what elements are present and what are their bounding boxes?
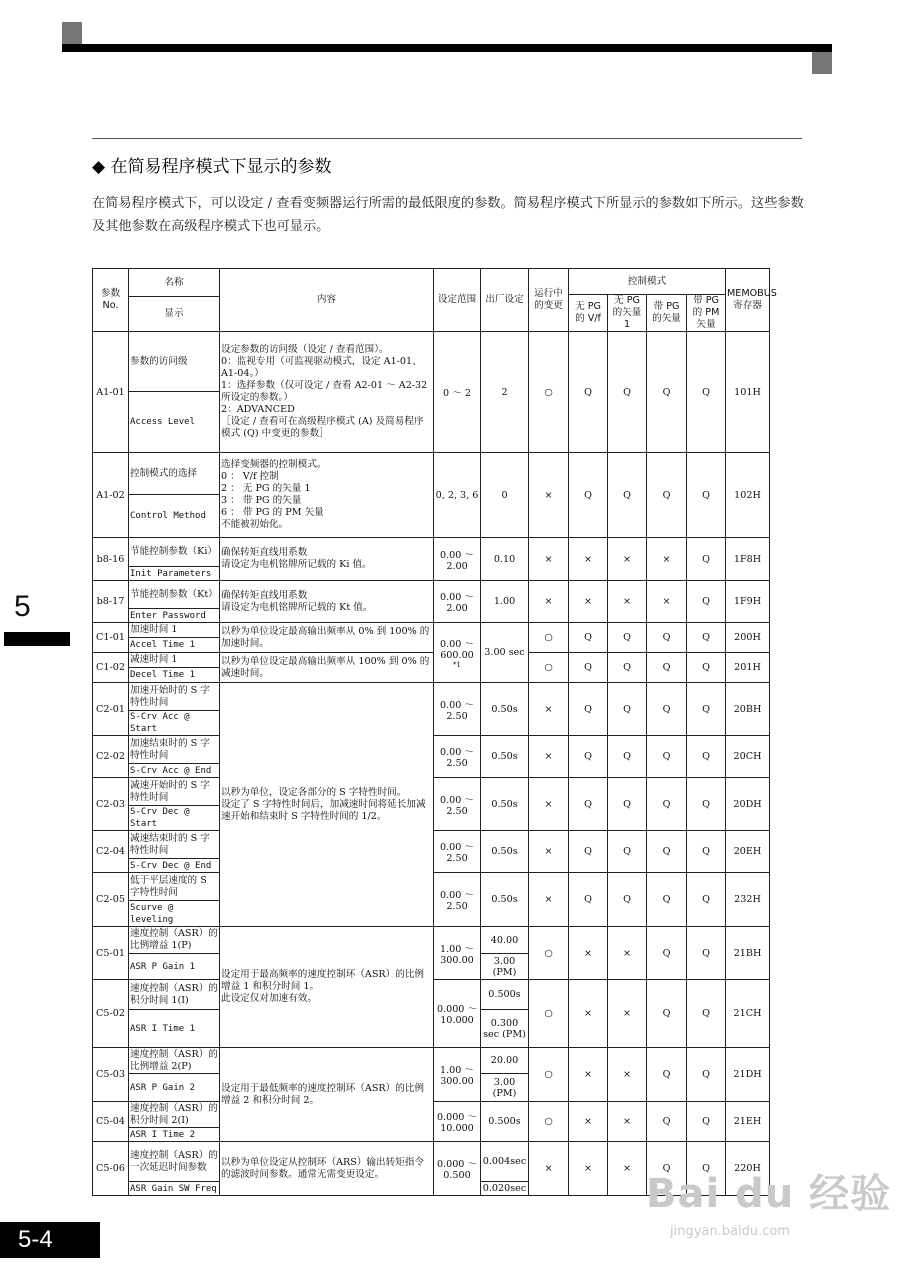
row-c502-factory-b: 0.300 sec (PM) — [481, 1010, 529, 1048]
header-square-right — [812, 52, 832, 74]
header-bar — [62, 44, 832, 52]
row-c504-display: ASR I Time 2 — [129, 1128, 220, 1142]
row-c202-range: 0.00 ～ 2.50 — [434, 736, 481, 778]
row-c205-factory: 0.50s — [481, 873, 529, 927]
row-a101-display: Access Level — [129, 392, 220, 453]
row-c1-range-note: *1 — [453, 661, 461, 669]
row-c201-register: 20BH — [726, 683, 770, 736]
row-a101-mode-pm-vector: Q — [687, 332, 726, 453]
chapter-number: 5 — [14, 590, 31, 623]
row-c205-no: C2-05 — [93, 873, 129, 927]
row-c102-mode-vector1: Q — [608, 653, 647, 683]
row-b816-factory: 0.10 — [481, 538, 529, 581]
row-c501-mode-pg-vector: Q — [647, 927, 687, 980]
row-c204-name: 减速结束时的 S 字特性时间 — [129, 831, 220, 859]
row-c502-factory-a: 0.500s — [481, 980, 529, 1010]
row-c204-mode-vf: Q — [569, 831, 608, 873]
row-c204-mode-pm-vector: Q — [687, 831, 726, 873]
row-c202-register: 20CH — [726, 736, 770, 778]
row-c201-mode-pg-vector: Q — [647, 683, 687, 736]
row-a102-name: 控制模式的选择 — [129, 453, 220, 495]
row-a102-no: A1-02 — [93, 453, 129, 538]
row-c201-change: × — [529, 683, 569, 736]
row-a101-register: 101H — [726, 332, 770, 453]
row-c205-name: 低于平层速度的 S 字特性时间 — [129, 873, 220, 901]
row-c506-no: C5-06 — [93, 1142, 129, 1196]
row-c502-no: C5-02 — [93, 980, 129, 1048]
header-factory: 出厂设定 — [481, 269, 529, 332]
row-a102-mode-vector1: Q — [608, 453, 647, 538]
row-c502-mode-pm-vector: Q — [687, 980, 726, 1048]
row-c202-mode-pg-vector: Q — [647, 736, 687, 778]
row-a101-mode-vector1: Q — [608, 332, 647, 453]
row-c204-factory: 0.50s — [481, 831, 529, 873]
row-c504-mode-pg-vector: Q — [647, 1102, 687, 1142]
row-c101-mode-vector1: Q — [608, 623, 647, 653]
row-c203-factory: 0.50s — [481, 778, 529, 831]
row-c506-factory-a: 0.004sec — [481, 1142, 529, 1182]
row-b816-change: × — [529, 538, 569, 581]
header-content: 内容 — [220, 269, 434, 332]
row-c101-mode-vf: Q — [569, 623, 608, 653]
row-c503-mode-vector1: × — [608, 1048, 647, 1102]
row-c203-change: × — [529, 778, 569, 831]
row-c501-register: 21BH — [726, 927, 770, 980]
row-c503-register: 21DH — [726, 1048, 770, 1102]
parameter-table — [92, 268, 777, 1196]
row-a101-no: A1-01 — [93, 332, 129, 453]
row-c501-mode-vf: × — [569, 927, 608, 980]
row-c504-no: C5-04 — [93, 1102, 129, 1142]
row-c203-mode-vf: Q — [569, 778, 608, 831]
row-c504-register: 21EH — [726, 1102, 770, 1142]
row-c502-display: ASR I Time 1 — [129, 1010, 220, 1048]
row-c102-mode-pg-vector: Q — [647, 653, 687, 683]
row-c205-mode-pm-vector: Q — [687, 873, 726, 927]
row-c201-no: C2-01 — [93, 683, 129, 736]
row-c506-mode-vf: × — [569, 1142, 608, 1196]
row-c506-factory-b: 0.020sec — [481, 1182, 529, 1196]
row-c1-range-value: 0.00 ～ 600.00 — [439, 639, 474, 661]
row-c204-register: 20EH — [726, 831, 770, 873]
row-a102-register: 102H — [726, 453, 770, 538]
row-c506-name: 速度控制（ASR）的一次延迟时间参数 — [129, 1142, 220, 1182]
row-c503-change: ○ — [529, 1048, 569, 1102]
row-c503-factory-b: 3.00 (PM) — [481, 1074, 529, 1102]
row-c203-no: C2-03 — [93, 778, 129, 831]
row-c506-desc: 以秒为单位设定从控制环（ARS）输出转矩指令的滤波时间参数。通常无需变更设定。 — [220, 1142, 434, 1196]
row-a102-mode-pm-vector: Q — [687, 453, 726, 538]
row-c506-range: 0.000 ～ 0.500 — [434, 1142, 481, 1196]
row-c102-display: Decel Time 1 — [129, 668, 220, 683]
row-c204-change: × — [529, 831, 569, 873]
row-c205-mode-pg-vector: Q — [647, 873, 687, 927]
row-a102-change: × — [529, 453, 569, 538]
row-c506-register: 220H — [726, 1142, 770, 1196]
row-c201-mode-pm-vector: Q — [687, 683, 726, 736]
row-c204-mode-vector1: Q — [608, 831, 647, 873]
row-c506-change: × — [529, 1142, 569, 1196]
row-c101-register: 200H — [726, 623, 770, 653]
row-a101-range: 0 ～ 2 — [434, 332, 481, 453]
row-b816-mode-vector1: × — [608, 538, 647, 581]
row-c504-mode-vf: × — [569, 1102, 608, 1142]
intro-text: 在简易程序模式下，可以设定 / 查看变频器运行所需的最低限度的参数。简易程序模式下所显示的参数如下所示。这些参数及其他参数在高级程序模式下也可显示。 — [92, 196, 804, 234]
row-b817-change: × — [529, 581, 569, 623]
row-c506-mode-vector1: × — [608, 1142, 647, 1196]
row-c502-range: 0.000 ～ 10.000 — [434, 980, 481, 1048]
row-c202-no: C2-02 — [93, 736, 129, 778]
watermark-url: jingyan.baidu.com — [670, 1224, 790, 1239]
row-c203-name: 减速开始时的 S 字特性时间 — [129, 778, 220, 806]
row-c502-mode-vf: × — [569, 980, 608, 1048]
row-b816-mode-pg-vector: × — [647, 538, 687, 581]
row-c202-name: 加速结束时的 S 字特性时间 — [129, 736, 220, 764]
header-param-no: 参数 No. — [93, 269, 129, 332]
row-c501-mode-pm-vector: Q — [687, 927, 726, 980]
row-b817-desc: 确保转矩直线用系数 请设定为电机铭牌所记载的 Kt 值。 — [220, 581, 434, 623]
row-b817-mode-vector1: × — [608, 581, 647, 623]
row-c501-change: ○ — [529, 927, 569, 980]
row-c205-display: Scurve @ leveling — [129, 901, 220, 927]
row-b816-range: 0.00 ～ 2.00 — [434, 538, 481, 581]
row-c502-register: 21CH — [726, 980, 770, 1048]
row-c102-register: 201H — [726, 653, 770, 683]
row-c201-mode-vector1: Q — [608, 683, 647, 736]
watermark-logo: Bai du 经验 — [646, 1171, 892, 1217]
row-c5-desc-a: 设定用于最高频率的速度控制环（ASR）的比例增益 1 和积分时间 1。 此设定仅对加速有效。 — [220, 927, 434, 1048]
row-c202-change: × — [529, 736, 569, 778]
row-b817-register: 1F9H — [726, 581, 770, 623]
row-c503-mode-pg-vector: Q — [647, 1048, 687, 1102]
row-b816-no: b8-16 — [93, 538, 129, 581]
header-display: 显示 — [129, 297, 220, 332]
row-c101-name: 加速时间 1 — [129, 623, 220, 638]
row-c201-name: 加速开始时的 S 字特性时间 — [129, 683, 220, 711]
row-c102-name: 减速时间 1 — [129, 653, 220, 668]
chapter-tab-bar — [4, 632, 70, 646]
row-c501-factory-b: 3.00 (PM) — [481, 954, 529, 980]
header-mode-pm-vector: 带 PG 的 PM 矢量 — [687, 295, 726, 332]
row-c203-display: S-Crv Dec @ Start — [129, 806, 220, 831]
row-b817-factory: 1.00 — [481, 581, 529, 623]
row-c102-desc: 以秒为单位设定最高输出频率从 100% 到 0% 的减速时间。 — [220, 653, 434, 683]
row-c205-mode-vf: Q — [569, 873, 608, 927]
row-c202-factory: 0.50s — [481, 736, 529, 778]
row-a101-desc: 设定参数的访问级（设定 / 查看范围）。 0：监视专用（可监视驱动模式，设定 A1-01、A1-04。） 1：选择参数（仅可设定 / 查看 A2-01 ～ A2-32 所设定的参数。） 2：ADVANCED ［设定 / 查看可在高级程序模式 (A) 及简易程序模式 (Q) 中变更的参数］ — [220, 332, 434, 453]
row-a101-name: 参数的访问级 — [129, 332, 220, 392]
row-a101-factory: 2 — [481, 332, 529, 453]
row-b816-display: Init Parameters — [129, 567, 220, 581]
row-c1-factory: 3.00 sec — [481, 623, 529, 683]
row-c204-range: 0.00 ～ 2.50 — [434, 831, 481, 873]
row-c202-mode-vf: Q — [569, 736, 608, 778]
row-c501-display: ASR P Gain 1 — [129, 954, 220, 980]
row-c503-mode-pm-vector: Q — [687, 1048, 726, 1102]
row-c501-name: 速度控制（ASR）的比例增益 1(P) — [129, 927, 220, 954]
row-c201-display: S-Crv Acc @ Start — [129, 711, 220, 736]
row-c506-display: ASR Gain SW Freq — [129, 1182, 220, 1196]
row-c102-mode-pm-vector: Q — [687, 653, 726, 683]
row-c501-factory-a: 40.00 — [481, 927, 529, 954]
row-c504-name: 速度控制（ASR）的积分时间 2(I) — [130, 1102, 218, 1126]
header-memobus: MEMOBUS 寄存器 — [726, 269, 770, 332]
row-c101-display: Accel Time 1 — [129, 638, 220, 653]
row-a102-display: Control Method — [129, 495, 220, 538]
row-c501-mode-vector1: × — [608, 927, 647, 980]
row-c503-range: 1.00 ～ 300.00 — [434, 1048, 481, 1102]
row-a102-range: 0, 2, 3, 6 — [434, 453, 481, 538]
row-c503-name: 速度控制（ASR）的比例增益 2(P) — [130, 1048, 218, 1072]
row-c503-display: ASR P Gain 2 — [129, 1074, 220, 1102]
row-c506-mode-pm-vector: Q — [687, 1142, 726, 1196]
row-a101-mode-pg-vector: Q — [647, 332, 687, 453]
row-c501-range: 1.00 ～ 300.00 — [434, 927, 481, 980]
header-mode-vf: 无 PG 的 V/f — [569, 295, 608, 332]
row-c502-name: 速度控制（ASR）的积分时间 1(I) — [129, 980, 220, 1010]
row-b817-display: Enter Password — [129, 609, 220, 623]
header-range: 设定范围 — [434, 269, 481, 332]
row-b816-register: 1F8H — [726, 538, 770, 581]
row-c1-range — [434, 623, 481, 683]
row-c101-desc: 以秒为单位设定最高输出频率从 0% 到 100% 的加速时间。 — [220, 623, 434, 653]
row-b817-no: b8-17 — [93, 581, 129, 623]
section-title: ◆ 在简易程序模式下显示的参数 — [92, 157, 332, 177]
row-b816-desc: 确保转矩直线用系数 请设定为电机铭牌所记载的 Ki 值。 — [220, 538, 434, 581]
row-c506-mode-pg-vector: Q — [647, 1142, 687, 1196]
row-c205-register: 232H — [726, 873, 770, 927]
row-c504-mode-vector1: × — [608, 1102, 647, 1142]
header-mode-vector1: 无 PG 的矢量 1 — [608, 295, 647, 332]
row-c504-factory: 0.500s — [481, 1102, 529, 1142]
row-b817-mode-pg-vector: × — [647, 581, 687, 623]
row-c503-no: C5-03 — [93, 1048, 129, 1102]
row-c502-mode-pg-vector: Q — [647, 980, 687, 1048]
header-change-running: 运行中的变更 — [529, 269, 569, 332]
row-a102-desc: 选择变频器的控制模式。 0 ： V/f 控制 2 ： 无 PG 的矢量 1 3 ： 带 PG 的矢量 6 ： 带 PG 的 PM 矢量 不能被初始化。 — [220, 453, 434, 538]
row-a101-change: ○ — [529, 332, 569, 453]
row-c201-range: 0.00 ～ 2.50 — [434, 683, 481, 736]
row-c201-mode-vf: Q — [569, 683, 608, 736]
row-b817-mode-vf: × — [569, 581, 608, 623]
header-name: 名称 — [129, 269, 220, 297]
row-b816-mode-pm-vector: Q — [687, 538, 726, 581]
row-c503-factory-a: 20.00 — [481, 1048, 529, 1074]
row-b816-mode-vf: × — [569, 538, 608, 581]
row-b817-name: 节能控制参数（Kt） — [129, 581, 220, 609]
row-b816-name: 节能控制参数（Ki） — [129, 538, 220, 567]
row-c203-mode-pm-vector: Q — [687, 778, 726, 831]
row-c101-change: ○ — [529, 623, 569, 653]
header-control-mode: 控制模式 — [569, 269, 726, 295]
row-c101-no: C1-01 — [93, 623, 129, 653]
row-c203-mode-pg-vector: Q — [647, 778, 687, 831]
row-a102-mode-pg-vector: Q — [647, 453, 687, 538]
row-c101-mode-pm-vector: Q — [687, 623, 726, 653]
row-b817-range: 0.00 ～ 2.00 — [434, 581, 481, 623]
row-c503-mode-vf: × — [569, 1048, 608, 1102]
row-c203-mode-vector1: Q — [608, 778, 647, 831]
row-c205-mode-vector1: Q — [608, 873, 647, 927]
row-c201-factory: 0.50s — [481, 683, 529, 736]
row-c102-change: ○ — [529, 653, 569, 683]
row-b817-mode-pm-vector: Q — [687, 581, 726, 623]
row-c202-display: S-Crv Acc @ End — [129, 764, 220, 778]
row-c501-no: C5-01 — [93, 927, 129, 980]
row-c5-desc-b: 设定用于最低频率的速度控制环（ASR）的比例增益 2 和积分时间 2。 — [220, 1048, 434, 1142]
row-c504-mode-pm-vector: Q — [687, 1102, 726, 1142]
row-c203-register: 20DH — [726, 778, 770, 831]
row-c101-mode-pg-vector: Q — [647, 623, 687, 653]
row-c202-mode-vector1: Q — [608, 736, 647, 778]
row-a102-mode-vf: Q — [569, 453, 608, 538]
watermark — [640, 1146, 892, 1254]
row-c203-range: 0.00 ～ 2.50 — [434, 778, 481, 831]
page-number: 5-4 — [18, 1226, 53, 1253]
header-mode-pg-vector: 带 PG 的矢量 — [647, 295, 687, 332]
row-c502-mode-vector1: × — [608, 980, 647, 1048]
page-number-box — [0, 1222, 100, 1258]
row-a102-factory: 0 — [481, 453, 529, 538]
row-c2-desc: 以秒为单位，设定各部分的 S 字特性时间。 设定了 S 字特性时间后，加减速时间将延长加减速开始和结束时 S 字特性时间的 1/2。 — [220, 683, 434, 927]
row-c205-change: × — [529, 873, 569, 927]
row-c204-mode-pg-vector: Q — [647, 831, 687, 873]
row-c205-range: 0.00 ～ 2.50 — [434, 873, 481, 927]
row-c204-display: S-Crv Dec @ End — [129, 859, 220, 873]
row-a101-mode-vf: Q — [569, 332, 608, 453]
row-c502-change: ○ — [529, 980, 569, 1048]
row-c504-change: ○ — [529, 1102, 569, 1142]
section-rule — [92, 138, 802, 139]
row-c202-mode-pm-vector: Q — [687, 736, 726, 778]
row-c102-no: C1-02 — [93, 653, 129, 683]
row-c204-no: C2-04 — [93, 831, 129, 873]
row-c504-range: 0.000 ～ 10.000 — [434, 1102, 481, 1142]
row-c102-mode-vf: Q — [569, 653, 608, 683]
